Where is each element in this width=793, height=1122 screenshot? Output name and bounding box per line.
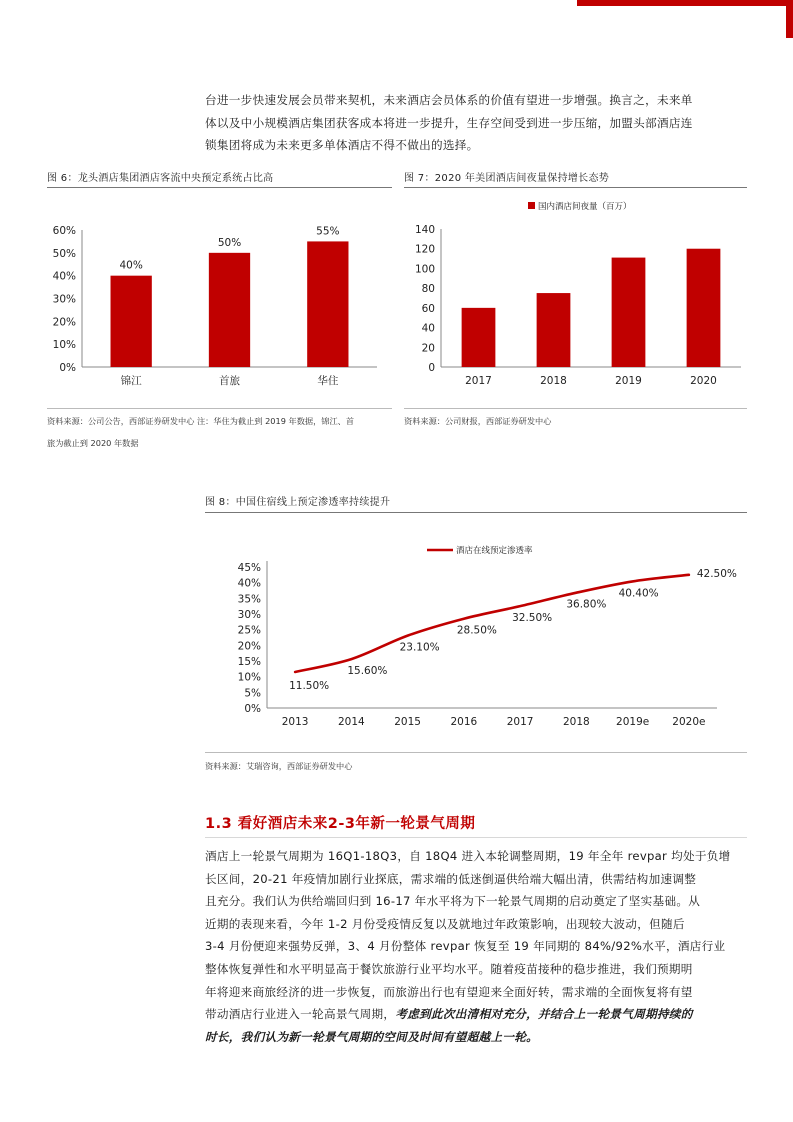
data-label: 40% [119, 259, 143, 272]
legend-label: 国内酒店间夜量（百万） [538, 202, 632, 212]
y-tick-label: 45% [237, 562, 261, 574]
fig8-title: 图 8：中国住宿线上预定渗透率持续提升 [205, 497, 391, 508]
section-line [205, 1026, 747, 1049]
intro-paragraph [205, 89, 747, 157]
x-tick-label: 2013 [281, 716, 309, 728]
intro-line: 锁集团将成为未来更多单体酒店不得不做出的选择。 [205, 138, 479, 153]
data-point [351, 658, 353, 660]
y-tick-label: 10% [52, 339, 76, 352]
x-tick-label: 2020e [672, 716, 706, 728]
data-point [519, 605, 521, 607]
fig8-chart [205, 520, 747, 745]
bar [307, 241, 348, 367]
fig7-source: 资料来源：公司财报，西部证券研发中心 [404, 416, 552, 426]
y-tick-label: 20% [52, 316, 76, 329]
x-tick-label: 2017 [465, 375, 492, 387]
y-tick-label: 140 [414, 224, 435, 236]
fig8-source: 资料来源：艾瑞咨询，西部证券研发中心 [205, 761, 353, 771]
fig7-bottom-rule [404, 408, 747, 409]
section-line: 整体恢复弹性和水平明显高于餐饮旅游行业平均水平。随着疫苗接种的稳步推进，我们预期明 [205, 961, 693, 976]
section-heading: 1.3 看好酒店未来2-3年新一轮景气周期 [205, 816, 476, 832]
x-tick-label: 2017 [506, 716, 534, 728]
fig6-source-line: 旅为截止到 2020 年数据 [47, 438, 139, 448]
section-line: 长区间，20-21 年疫情加剧行业探底，需求端的低迷倒逼供给端大幅出清，供需结构加速调整 [205, 871, 697, 886]
x-tick-label: 2018 [540, 375, 567, 387]
x-tick-label: 2019 [615, 375, 642, 387]
bar [687, 249, 721, 367]
y-tick-label: 120 [414, 243, 435, 256]
y-tick-label: 5% [244, 687, 261, 700]
data-label: 36.80% [566, 598, 607, 611]
intro-line: 台进一步快速发展会员带来契机，未来酒店会员体系的价值有望进一步增强。换言之，未来单 [205, 93, 693, 107]
section-paragraph [205, 845, 747, 1048]
emphasis-text: 考虑到此次出清相对充分，并结合上一轮景气周期持续的 [395, 1007, 693, 1022]
fig7-chart [404, 195, 747, 405]
x-tick-label: 2020 [690, 375, 717, 387]
x-tick-label: 锦江 [120, 375, 142, 387]
fig8-top-rule [205, 512, 747, 513]
x-tick-label: 2018 [563, 716, 590, 728]
fig6-bottom-rule [47, 408, 392, 409]
fig6-title: 图 6：龙头酒店集团酒店客流中央预定系统占比高 [47, 173, 274, 184]
x-tick-label: 2015 [394, 716, 421, 728]
y-tick-label: 30% [237, 609, 261, 621]
data-label: 32.50% [512, 612, 553, 625]
y-tick-label: 50% [52, 247, 76, 260]
y-tick-label: 40% [52, 270, 76, 283]
fig6-top-rule [47, 187, 392, 188]
data-point [688, 574, 690, 576]
fig7-top-rule [404, 187, 747, 188]
section-line: 酒店上一轮景气周期为 16Q1-18Q3，自 18Q4 进入本轮调整周期，19 年全年 revpar 均处于负增 [205, 849, 731, 863]
data-point [576, 592, 578, 594]
fig8-bottom-rule [205, 752, 747, 753]
y-tick-label: 20% [237, 640, 261, 653]
data-label: 11.50% [289, 679, 330, 692]
y-tick-label: 0% [59, 362, 76, 374]
y-tick-label: 80 [421, 283, 435, 296]
legend-swatch [528, 202, 535, 209]
y-tick-label: 15% [237, 656, 261, 668]
section-line: 年将迎来商旅经济的进一步恢复，而旅游出行也有望迎来全面好转，需求端的全面恢复将有望 [205, 984, 693, 999]
y-tick-label: 0% [244, 703, 261, 715]
y-tick-label: 40% [237, 577, 261, 590]
data-label: 55% [316, 225, 340, 238]
y-tick-label: 0 [428, 362, 435, 374]
y-tick-label: 20 [421, 342, 435, 355]
y-tick-label: 40 [421, 322, 435, 335]
x-tick-label: 华住 [317, 375, 339, 387]
data-point [407, 635, 409, 637]
intro-line: 体以及中小规模酒店集团获客成本将进一步提升，生存空间受到进一步压缩，加盟头部酒店连 [205, 115, 693, 130]
section-heading-rule [205, 837, 747, 838]
data-label: 28.50% [456, 624, 497, 637]
data-label: 50% [217, 236, 242, 249]
x-tick-label: 首旅 [219, 375, 240, 387]
section-line-text: 带动酒店行业进入一轮高景气周期， [205, 1007, 396, 1022]
x-tick-label: 2014 [338, 716, 365, 728]
data-label: 23.10% [399, 641, 440, 654]
y-tick-label: 35% [237, 593, 261, 606]
y-tick-label: 30% [52, 293, 76, 306]
bar [537, 293, 571, 367]
x-tick-label: 2016 [450, 716, 478, 728]
header-accent-tick [786, 0, 793, 38]
bar [209, 253, 250, 367]
emphasis-text: 时长，我们认为新一轮景气周期的空间及时间有望超越上一轮。 [205, 1029, 539, 1044]
y-tick-label: 60 [421, 302, 435, 315]
fig6-source-line: 资料来源：公司公告，西部证券研发中心 注：华住为截止到 2019 年数据，锦江、首 [47, 416, 355, 426]
section-line [205, 1003, 747, 1026]
bar [462, 308, 496, 367]
data-label: 15.60% [347, 665, 388, 678]
y-tick-label: 10% [237, 671, 261, 684]
fig7-title: 图 7：2020 年美团酒店间夜量保持增长态势 [404, 173, 610, 184]
data-point [463, 618, 465, 620]
section-line: 近期的表现来看，今年 1-2 月份受疫情反复以及就地过年政策影响，出现较大波动，但随后 [205, 916, 685, 931]
section-line: 3-4 月份便迎来强势反弹，3、4 月份整体 revpar 恢复至 19 年同期的 84%/92%水平，酒店行业 [205, 939, 726, 954]
y-tick-label: 60% [52, 225, 76, 237]
bar [111, 276, 152, 367]
y-tick-label: 25% [237, 624, 261, 637]
legend-label: 酒店在线预定渗透率 [456, 546, 533, 556]
data-label: 40.40% [618, 587, 659, 600]
section-line: 且充分。我们认为供给端回归到 16-17 年水平将为下一轮景气周期的启动奠定了坚实基础。从 [205, 894, 701, 909]
fig6-chart [47, 195, 392, 405]
header-accent-bar [577, 0, 793, 6]
data-point [294, 671, 296, 673]
x-tick-label: 2019e [616, 716, 650, 728]
fig6-source [47, 412, 354, 452]
bar [612, 258, 646, 367]
data-point [632, 581, 634, 583]
y-tick-label: 100 [414, 263, 435, 276]
data-label: 42.50% [696, 567, 737, 580]
